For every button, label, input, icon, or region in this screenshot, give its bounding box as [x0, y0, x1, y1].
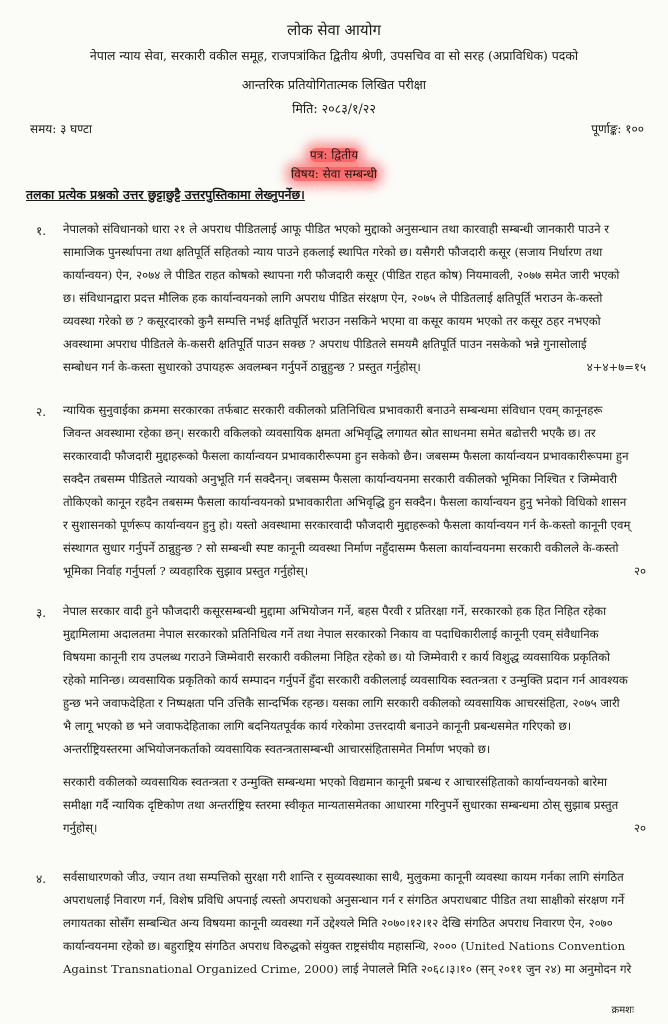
question-line: व्यवस्था गरेको छ ? कसूरदारको कुनै सम्पत्ति नभई क्षतिपूर्ति भराउन नसकिने भएमा वा कसूर कायम भएको तर कसूर ठहर नभएको [63, 314, 601, 328]
instruction: तलका प्रत्येक प्रश्नको उत्तर छुट्टाछुट्टै उत्तरपुस्तिकामा लेख्नुपर्नेछ। [26, 187, 305, 202]
question-line: रहेको मानिन्छ। व्यवसायिक प्रकृतिको कार्य सम्पादन गर्नुपर्ने हुँदा सरकारी वकीललाई व्यवसायिक स्वतन्त्रता र उन्मुक्ति प्रदान गर्न आवश्यक [63, 673, 628, 687]
subject-label [0, 165, 668, 182]
exam-title: नेपाल न्याय सेवा, सरकारी वकील समूह, राजपत्रांकित द्वितीय श्रेणी, उपसचिव वा सो सरह (अप्राविधिक) पदको [89, 48, 579, 63]
question-line: सक्दैन तबसम्म पीडितले न्यायको अनुभूति गर्न सक्दैनन्। जबसम्म फैसला कार्यान्वयनमा सरकारी वकीलको भूमिका निश्चित र जिम्मेवारी [63, 472, 617, 486]
exam-date: मिति: २०८३/१/२२ [292, 101, 376, 116]
question-line: भै लागू भएको छ भने जवाफदेहिताका लागि बदनियतपूर्वक कार्य गरेकोमा उत्तरदायी बनाउने कानूनी प्रबन्धसमेत गरिएको छ। [63, 719, 572, 733]
exam-type: आन्तरिक प्रतियोगितात्मक लिखित परीक्षा [241, 77, 427, 92]
question-line: लगायतका सोसँग सम्बन्धित अन्य विषयमा कानूनी व्यवस्था गर्ने उद्देश्यले मिति २०७०।१२।१२ देखि संगठित अपराध निवारण ऐन, २०७० [63, 916, 613, 930]
question-line: नेपालको संविधानको धारा २१ ले अपराध पीडितलाई आफू पीडित भएको मुद्दाको अनुसन्धान तथा कारवाही सम्बन्धी जानकारी पाउने र [63, 222, 609, 236]
question-line: सरकारवादी फौजदारी मुद्दाहरूको फैसला कार्यान्वयन प्रभावकारीरूपमा हुन सकेको छैन। जबसम्म फैसला कार्यान्वयन प्रभावकारीरूपमा हुन [63, 449, 629, 463]
question-line: तोकिएको कानून रहदैन तबसम्म फैसला कार्यान्वयनको प्रभावकारीता अभिवृद्धि हुन सक्दैन। फैसला कार्यान्वयन हुनु भनेको विधिको शासन [63, 495, 627, 509]
question-line: कार्यान्वयनमा रहेको छ। बहुराष्ट्रिय संगठित अपराध विरुद्धको संयुक्त राष्ट्रसंघीय महासन्धि, २००० (United Nations Convention [63, 939, 626, 953]
question-line: सम्बोधन गर्न के-कस्ता सुधारको उपायहरू अवलम्बन गर्नुपर्ने ठान्नुहुन्छ ? प्रस्तुत गर्नुहोस्। [63, 360, 421, 374]
question-line: संस्थागत सुधार गर्नुपर्ने ठान्नुहुन्छ ? सो सम्बन्धी स्पष्ट कानूनी व्यवस्था निर्माण नहुँदासम्म फैसला कार्यान्वयनमा सरकारी वकीलले के-कस्तो [63, 541, 619, 555]
subject-highlight: विषय: सेवा सम्बन्धी [291, 167, 377, 181]
question-line: सर्वसाधारणको जीउ, ज्यान तथा सम्पत्तिको सुरक्षा गरी शान्ति र सुव्यवस्थाका साथै, मुलुकमा कानूनी व्यवस्था कायम गर्नका लागि संगठित [63, 870, 624, 884]
question-line: र सुशासनको पूर्णरूप कार्यान्वयन हुनु हो। यस्तो अवस्थामा सरकारवादी फौजदारी मुद्दाहरूको फैसला कार्यान्वयन गर्न के-कस्तो कानूनी एवम् [63, 518, 631, 532]
question-number: ४. [36, 872, 47, 886]
question-line: कार्यान्वयन) ऐन, २०७४ ले पीडित राहत कोषको स्थापना गरी फौजदारी कसूर (पीडित राहत कोष) नियमावली, २०७७ समेत जारी भएको [63, 268, 620, 282]
question-line: हुन्छ भने जवाफदेहिता र निष्पक्षता पनि उत्तिकै सान्दर्भिक रहन्छ। यसका लागि सरकारी वकीलको व्यवसायिक आचरसंहिता, २०७५ जारी [63, 696, 620, 710]
question-marks: २० [633, 564, 646, 578]
question-marks: २० [633, 821, 646, 835]
paper-label [0, 146, 668, 163]
question-number: १. [36, 224, 47, 238]
question-line: Against Transnational Organized Crime, 2000) लाई नेपालले मिति २०६८।३।१० (सन् २०११ जुन २४) मा अनुमोदन गरे [63, 962, 632, 976]
question-line: गर्नुहोस्। [63, 821, 98, 835]
question-line: अपराधलाई निवारण गर्न, विशेष प्रविधि अपनाई त्यस्तो अपराधको अनुसन्धान गर्न र संगठित अपराधबाट पीडित तथा साक्षीको संरक्षण गर्ने [63, 893, 625, 907]
question-line: अवस्थामा अपराध पीडितले के-कसरी क्षतिपूर्ति पाउन सक्छ ? अपराध पीडितले समयमै क्षतिपूर्ति पाउन नसकेको भन्ने गुनासोलाई [63, 337, 587, 351]
question-line: मुद्दामिलामा अदालतमा नेपाल सरकारको प्रतिनिधित्व गर्ने तथा नेपाल सरकारको निकाय वा पदाधिकारीलाई कानूनी एवम् संवैधानिक [63, 627, 599, 641]
question-line: समीक्षा गर्दै न्यायिक दृष्टिकोण तथा अन्तर्राष्ट्रिय स्तरमा स्वीकृत मान्यतासमेतका आधारमा गरिनुपर्ने सुधारका सम्बन्धमा ठोस् सुझाब प्रस्तुत [63, 798, 619, 812]
question-line: नेपाल सरकार वादी हुने फौजदारी कसूरसम्बन्धी मुद्दामा अभियोजन गर्ने, बहस पैरवी र प्रतिरक्षा गर्ने, सरकारको हक हित निहित रहेका [63, 604, 607, 618]
question-line: विषयमा कानूनी राय उपलब्ध गराउने जिम्मेवारी सरकारी वकीलमा निहित रहेको छ। यो जिम्मेवारी र कार्य विशुद्ध व्यवसायिक प्रकृतिको [63, 650, 610, 664]
question-line: सामाजिक पुनर्स्थापना तथा क्षतिपूर्ति सहितको न्याय पाउने हकलाई स्थापित गरेको छ। यसैगरी फौजदारी कसूर (सजाय निर्धारण तथा [63, 245, 603, 259]
question-line: भूमिका निर्वाह गर्नुपर्ला ? व्यवहारिक सुझाव प्रस्तुत गर्नुहोस्। [63, 564, 309, 578]
exam-time: समय: ३ घण्टा [30, 122, 92, 136]
question-line: अन्तर्राष्ट्रियस्तरमा अभियोजनकर्ताको व्यवसायिक स्वतन्त्रतासम्बन्धी आचारसंहितासमेत निर्माण भएको छ। [63, 742, 491, 756]
question-marks: ४+४+७=१५ [586, 360, 646, 374]
question-line: जिवन्त अवस्थामा रहेका छन्। सरकारी वकिलको व्यवसायिक क्षमता अभिवृद्धि लगायत स्रोत साधनमा समेत बढोत्तरी भएकै छ। तर [63, 426, 596, 440]
org-title: लोक सेवा आयोग [287, 21, 381, 39]
question-line: न्यायिक सुनुवाईका क्रममा सरकारका तर्फबाट सरकारी वकीलको प्रतिनिधित्व प्रभावकारी बनाउने सम्बन्धमा संविधान एवम् कानूनहरू [63, 403, 603, 417]
question-number: २. [36, 405, 47, 419]
paper-highlight: पत्र: द्वितीय [309, 148, 359, 162]
question-line: छ। संविधानद्वारा प्रदत्त मौलिक हक कार्यान्वयनको लागि अपराध पीडित संरक्षण ऐन, २०७५ ले पीडितलाई क्षतिपूर्ति भराउन के-कस्तो [63, 291, 603, 305]
question-number: ३. [36, 606, 47, 620]
continued-note: क्रमशः [611, 1005, 634, 1016]
question-line: सरकारी वकीलको व्यवसायिक स्वतन्त्रता र उन्मुक्ति सम्बन्धमा भएको विद्यमान कानूनी प्रबन्ध र आचारसंहिताको कार्यान्वयनको बारेमा [63, 775, 607, 789]
full-marks: पूर्णाङ्क: १०० [591, 122, 644, 136]
